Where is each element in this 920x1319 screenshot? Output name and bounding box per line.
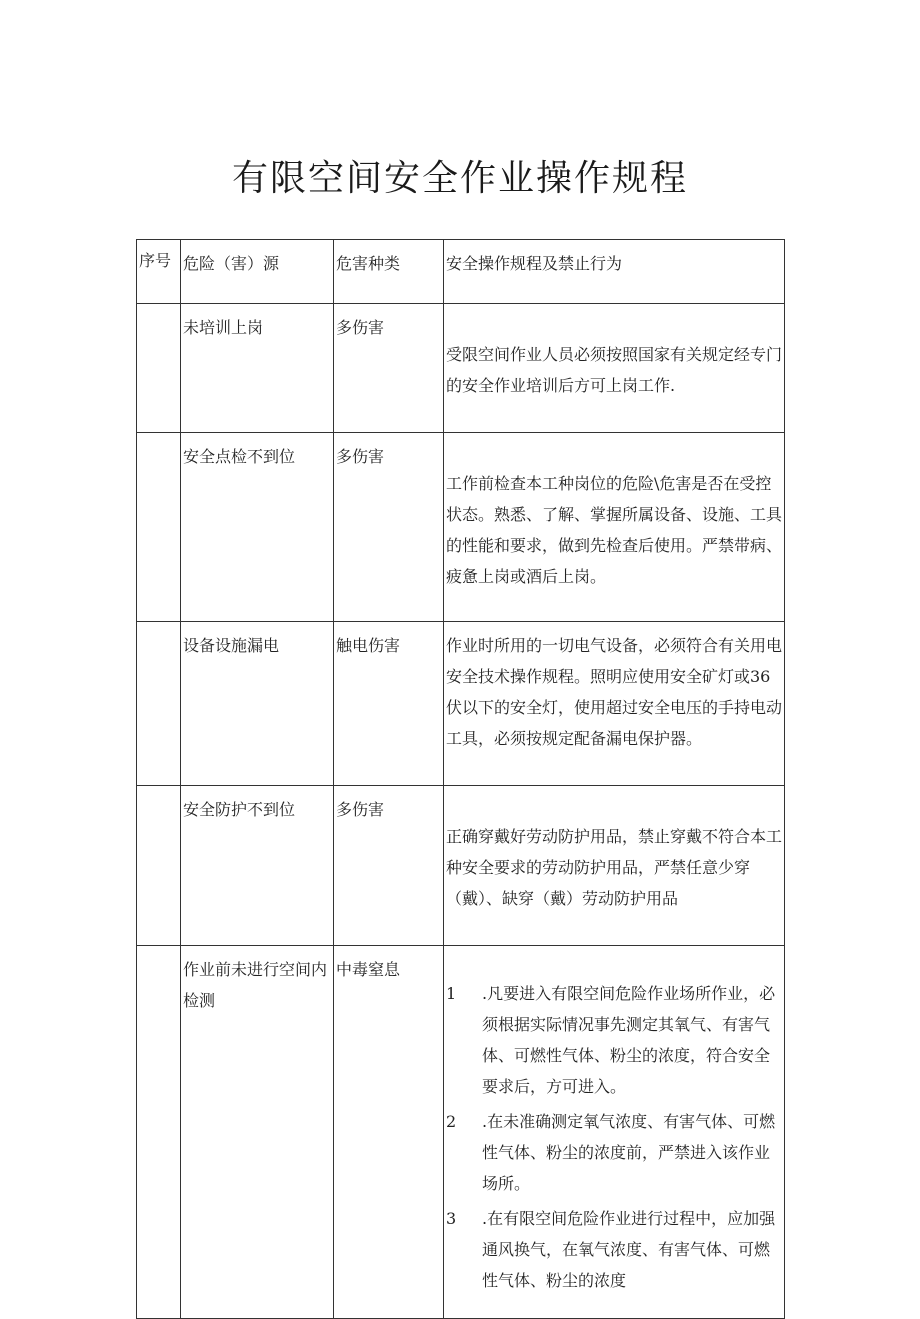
hazard-type-cell: 多伤害 [334, 304, 444, 433]
table-header-row [137, 240, 785, 304]
safety-procedure-table [136, 239, 785, 1319]
rule-item-number: 2 [446, 1112, 457, 1131]
table-row [137, 622, 785, 786]
rule-item-number: 3 [446, 1209, 457, 1228]
safety-rule-cell [444, 946, 785, 1319]
row-no [137, 433, 181, 622]
page-title: 有限空间安全作业操作规程 [231, 158, 688, 199]
hazard-type-cell: 多伤害 [334, 786, 444, 946]
header-no: 序号 [137, 240, 181, 304]
hazard-type-cell: 多伤害 [334, 433, 444, 622]
row-no [137, 786, 181, 946]
rule-list-item [446, 1106, 782, 1199]
safety-rule-cell: 作业时所用的一切电气设备，必须符合有关用电安全技术操作规程。照明应使用安全矿灯或36伏以下的安全灯，使用超过安全电压的手持电动工具，必须按规定配备漏电保护器。 [444, 622, 785, 786]
rule-list-item [446, 1203, 782, 1296]
row-no [137, 622, 181, 786]
rule-list-item [446, 978, 782, 1102]
table-row [137, 786, 785, 946]
row-no [137, 946, 181, 1319]
hazard-source-cell: 安全防护不到位 [181, 786, 334, 946]
rule-item-text: .凡要进入有限空间危险作业场所作业，必须根据实际情况事先测定其氧气、有害气体、可燃性气体、粉尘的浓度，符合安全要求后，方可进入。 [482, 984, 776, 1096]
row-no [137, 304, 181, 433]
safety-rule-cell: 工作前检查本工种岗位的危险\危害是否在受控状态。熟悉、了解、掌握所属设备、设施、工具的性能和要求，做到先检查后使用。严禁带病、疲惫上岗或酒后上岗。 [444, 433, 785, 622]
table-row [137, 433, 785, 622]
table-row [137, 304, 785, 433]
rule-item-text: .在未准确测定氧气浓度、有害气体、可燃性气体、粉尘的浓度前，严禁进入该作业场所。 [482, 1112, 776, 1193]
hazard-source-cell: 设备设施漏电 [181, 622, 334, 786]
rule-item-number: 1 [446, 984, 457, 1003]
hazard-type-cell: 触电伤害 [334, 622, 444, 786]
hazard-source-cell: 安全点检不到位 [181, 433, 334, 622]
table-row [137, 946, 785, 1319]
header-hazard-source: 危险（害）源 [181, 240, 334, 304]
hazard-type-cell: 中毒窒息 [334, 946, 444, 1319]
safety-rule-cell: 受限空间作业人员必须按照国家有关规定经专门的安全作业培训后方可上岗工作. [444, 304, 785, 433]
header-hazard-type: 危害种类 [334, 240, 444, 304]
safety-rule-cell: 正确穿戴好劳动防护用品，禁止穿戴不符合本工种安全要求的劳动防护用品，严禁任意少穿（戴）、缺穿（戴）劳动防护用品 [444, 786, 785, 946]
hazard-source-cell: 作业前未进行空间内检测 [181, 946, 334, 1319]
rule-item-text: .在有限空间危险作业进行过程中，应加强通风换气，在氧气浓度、有害气体、可燃性气体、粉尘的浓度 [482, 1209, 776, 1290]
header-safety-rules: 安全操作规程及禁止行为 [444, 240, 785, 304]
hazard-source-cell: 未培训上岗 [181, 304, 334, 433]
